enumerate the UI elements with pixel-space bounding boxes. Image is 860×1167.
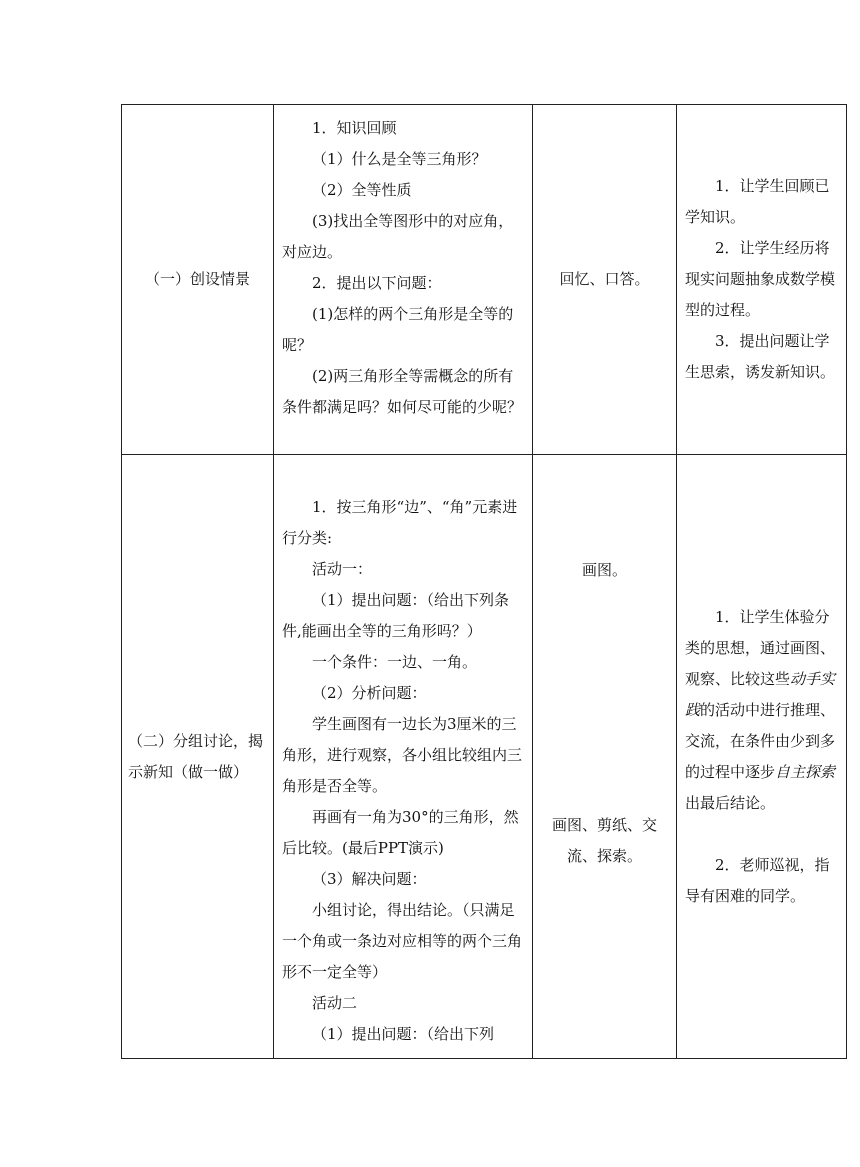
content-line: （2）全等性质 <box>312 181 412 199</box>
student-activity-cell <box>533 455 677 1059</box>
student-activity-1: 画图。 <box>581 561 627 579</box>
intent-line: 3．提出问题让学生思索，诱发新知识。 <box>685 332 836 381</box>
content-line: (1)怎样的两个三角形是全等的呢？ <box>282 305 514 354</box>
content-line: 学生画图有一边长为3厘米的三角形，进行观察，各小组比较组内三角形是否全等。 <box>282 715 523 795</box>
intent-line: 2．老师巡视，指导有困难的同学。 <box>685 855 830 905</box>
table-row <box>122 105 847 455</box>
table-row <box>122 455 847 1059</box>
intent-line: 2．让学生经历将现实问题抽象成数学模型的过程。 <box>685 239 836 319</box>
content-line: （3）解决问题： <box>312 870 427 888</box>
content-line: 1．按三角形“边”、“角”元素进行分类: <box>282 498 518 547</box>
content-line: （1）提出问题：（给出下列 <box>312 1025 495 1043</box>
stage-cell: （一）创设情景 <box>122 105 274 455</box>
emphasis-text: 动手实践 <box>685 669 836 719</box>
content-line: （2）分析问题： <box>312 684 427 702</box>
content-line: 活动二 <box>312 994 358 1012</box>
lesson-plan-table <box>121 104 847 1059</box>
intent-line: 1．让学生体验分类的思想，通过画图、观察、比较这些动手实践的活动中进行推理、交流，在条件由少到多的过程中逐步自主探索出最后结论。 <box>685 607 836 812</box>
content-line: 1．知识回顾 <box>312 119 397 137</box>
content-line: 小组讨论，得出结论。（只满足一个角或一条边对应相等的两个三角形不一定全等） <box>282 901 523 981</box>
content-line: 2．提出以下问题： <box>312 274 442 292</box>
content-line: (3)找出全等图形中的对应角，对应边。 <box>282 212 514 261</box>
content-cell <box>274 455 533 1059</box>
content-line: （1）提出问题：（给出下列条件,能画出全等的三角形吗？） <box>282 591 510 640</box>
student-activity-cell: 回忆、口答。 <box>533 105 677 455</box>
content-line: 活动一： <box>312 560 373 578</box>
content-line: 一个条件：一边、一角。 <box>312 653 478 671</box>
student-activity-2: 画图、剪纸、交流、探索。 <box>551 816 657 865</box>
intent-line: 1．让学生回顾已学知识。 <box>685 177 830 226</box>
stage-cell: （二）分组讨论，揭示新知（做一做） <box>122 455 274 1059</box>
design-intent-cell <box>677 455 847 1059</box>
content-line: 再画有一角为30°的三角形，然后比较。(最后PPT演示) <box>282 808 519 857</box>
content-line: (2)两三角形全等需概念的所有条件都满足吗？如何尽可能的少呢？ <box>282 367 523 416</box>
content-cell <box>274 105 533 455</box>
content-line: （1）什么是全等三角形？ <box>312 150 487 168</box>
emphasis-text: 自主探索 <box>775 762 836 781</box>
design-intent-cell <box>677 105 847 455</box>
